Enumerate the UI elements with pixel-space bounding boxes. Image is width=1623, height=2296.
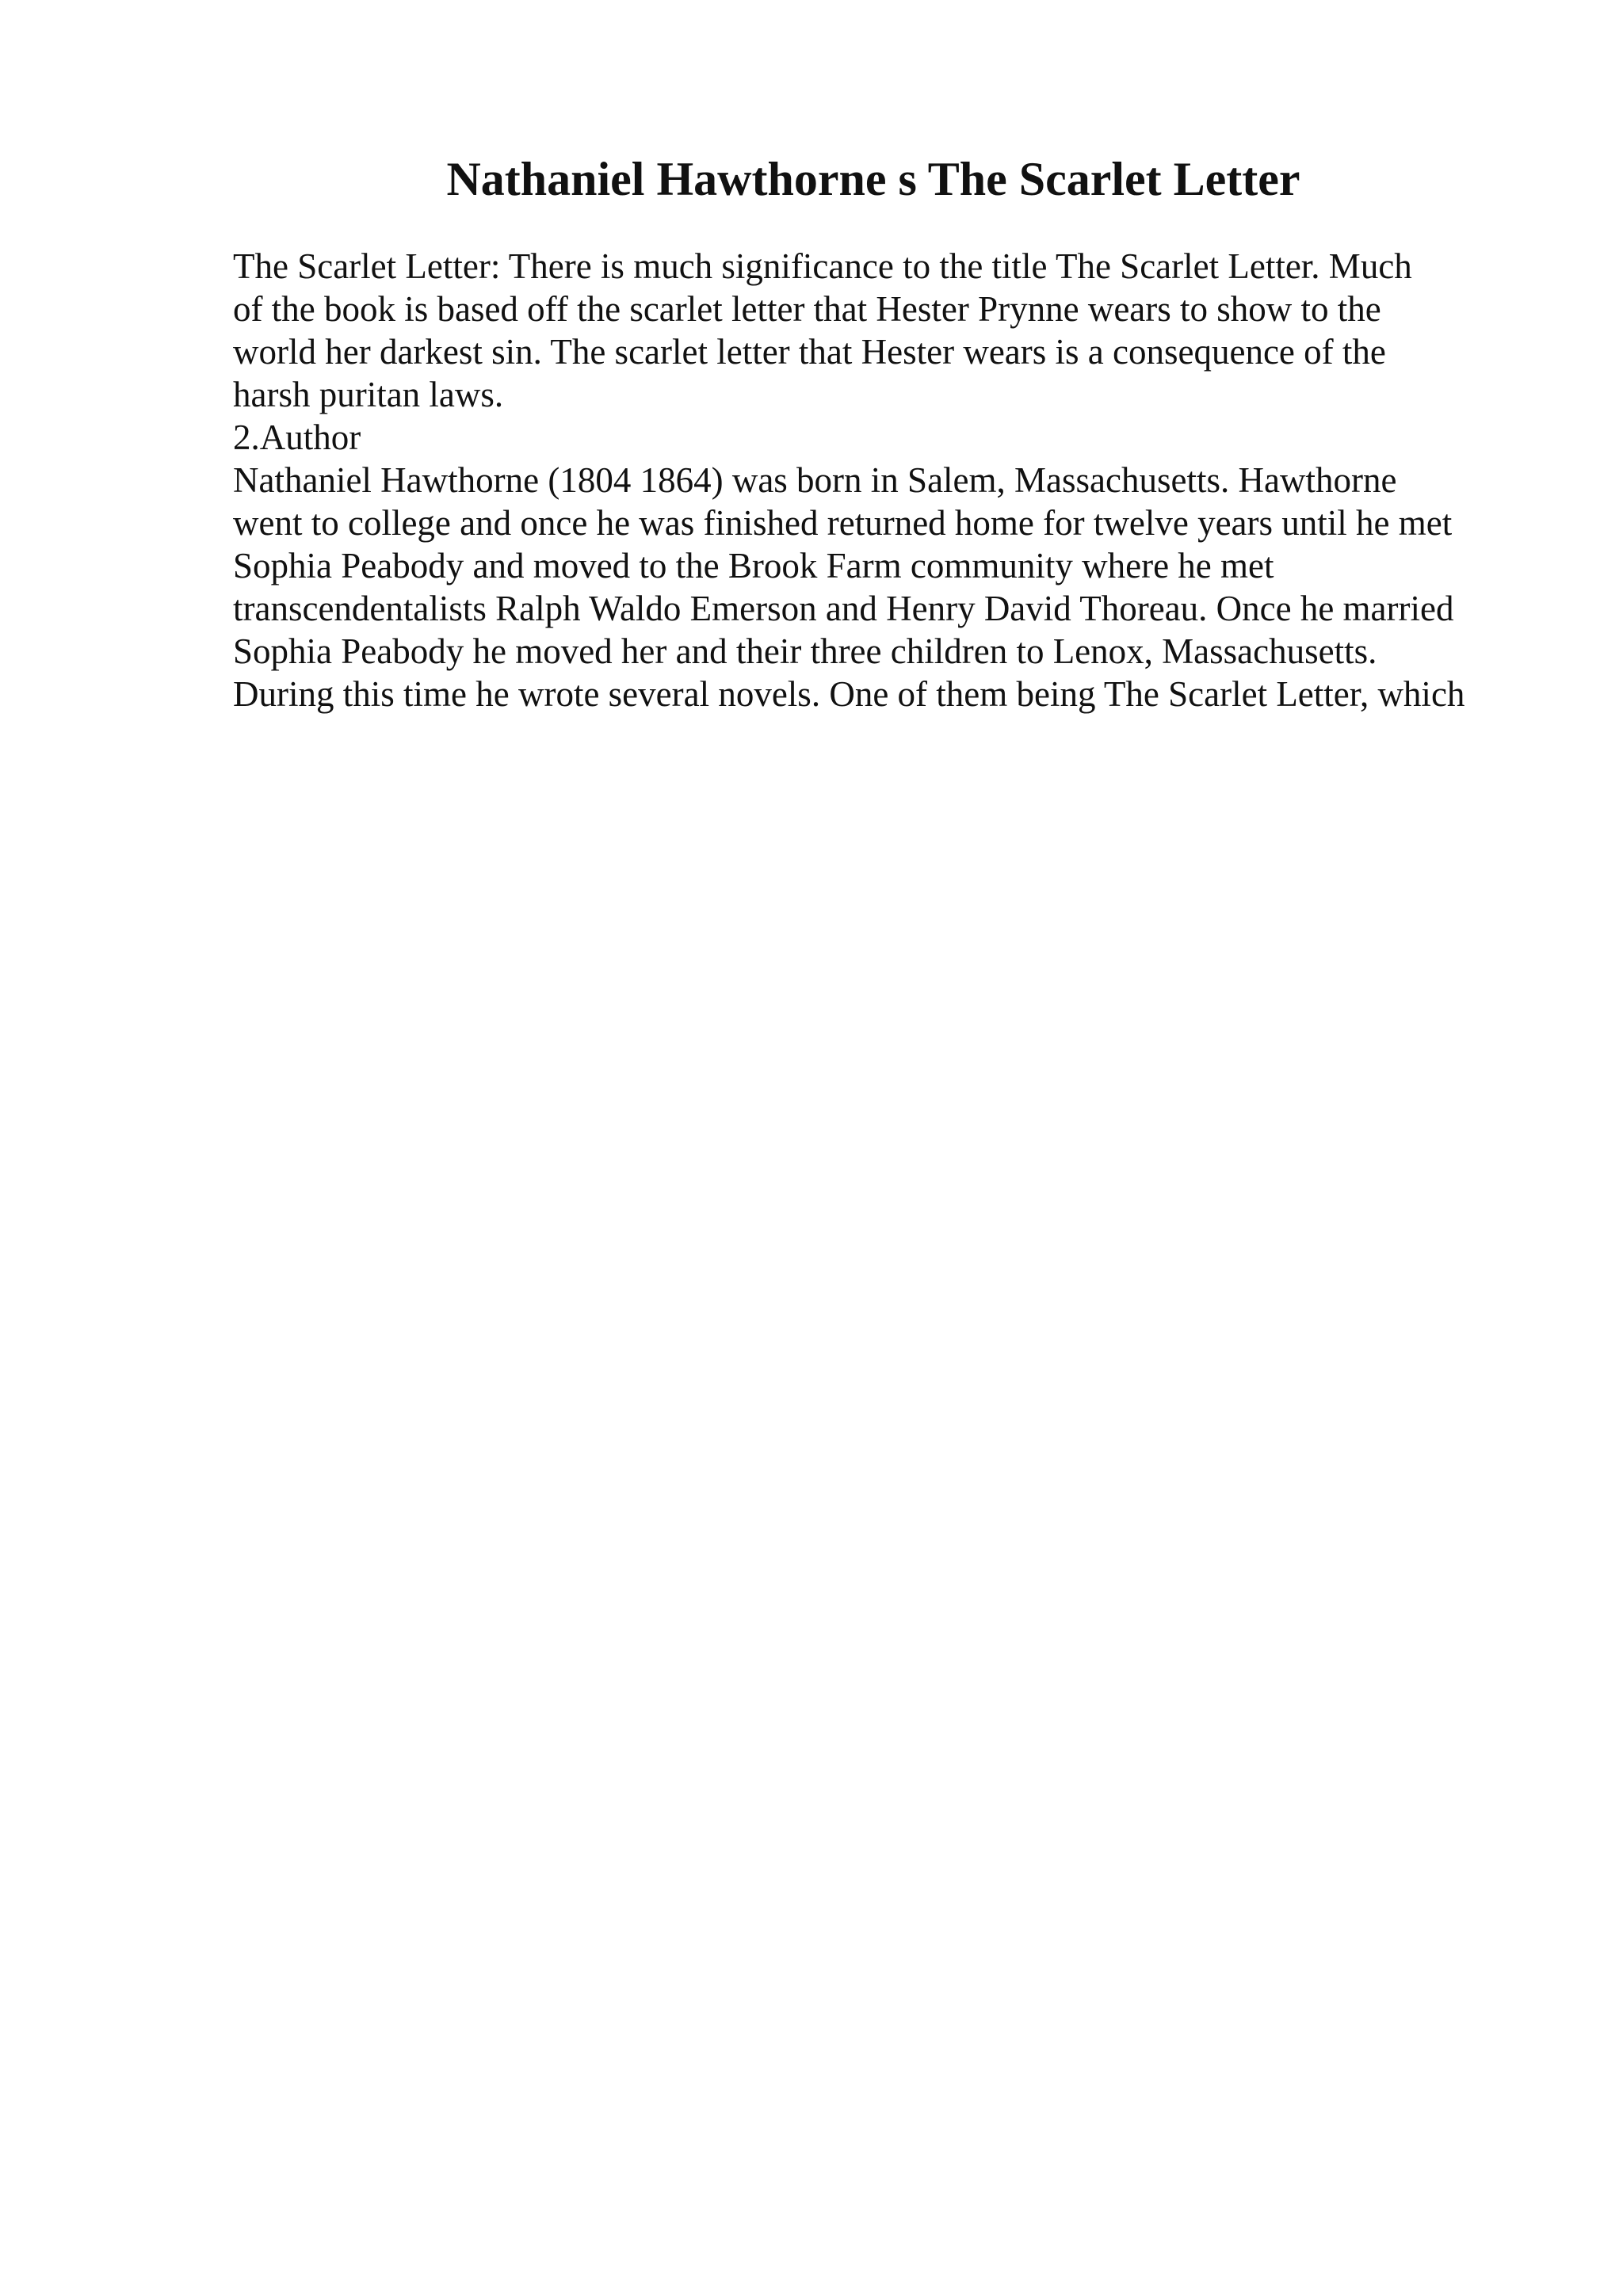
section-heading-author: 2.Author [233,418,361,457]
body-line-intro-1: The Scarlet Letter: There is much significance to the title The Scarlet Letter. Much [233,246,1412,286]
body-line-intro-3: world her darkest sin. The scarlet letter that Hester wears is a consequence of the [233,332,1386,372]
document-title: Nathaniel Hawthorne s The Scarlet Letter [446,153,1300,205]
body-line-author-1: Nathaniel Hawthorne (1804 1864) was born in Salem, Massachusetts. Hawthorne [233,460,1397,500]
body-line-intro-2: of the book is based off the scarlet letter that Hester Prynne wears to show to the [233,289,1381,329]
body-line-author-3: Sophia Peabody and moved to the Brook Farm community where he met [233,546,1274,585]
body-line-author-5: Sophia Peabody he moved her and their three children to Lenox, Massachusetts. [233,631,1377,671]
body-line-intro-4: harsh puritan laws. [233,375,504,414]
body-line-author-4: transcendentalists Ralph Waldo Emerson and Henry David Thoreau. Once he married [233,589,1454,628]
body-line-author-2: went to college and once he was finished returned home for twelve years until he met [233,503,1453,543]
body-line-author-6: During this time he wrote several novels. One of them being The Scarlet Letter, which [233,674,1465,714]
document-body [233,245,1596,715]
